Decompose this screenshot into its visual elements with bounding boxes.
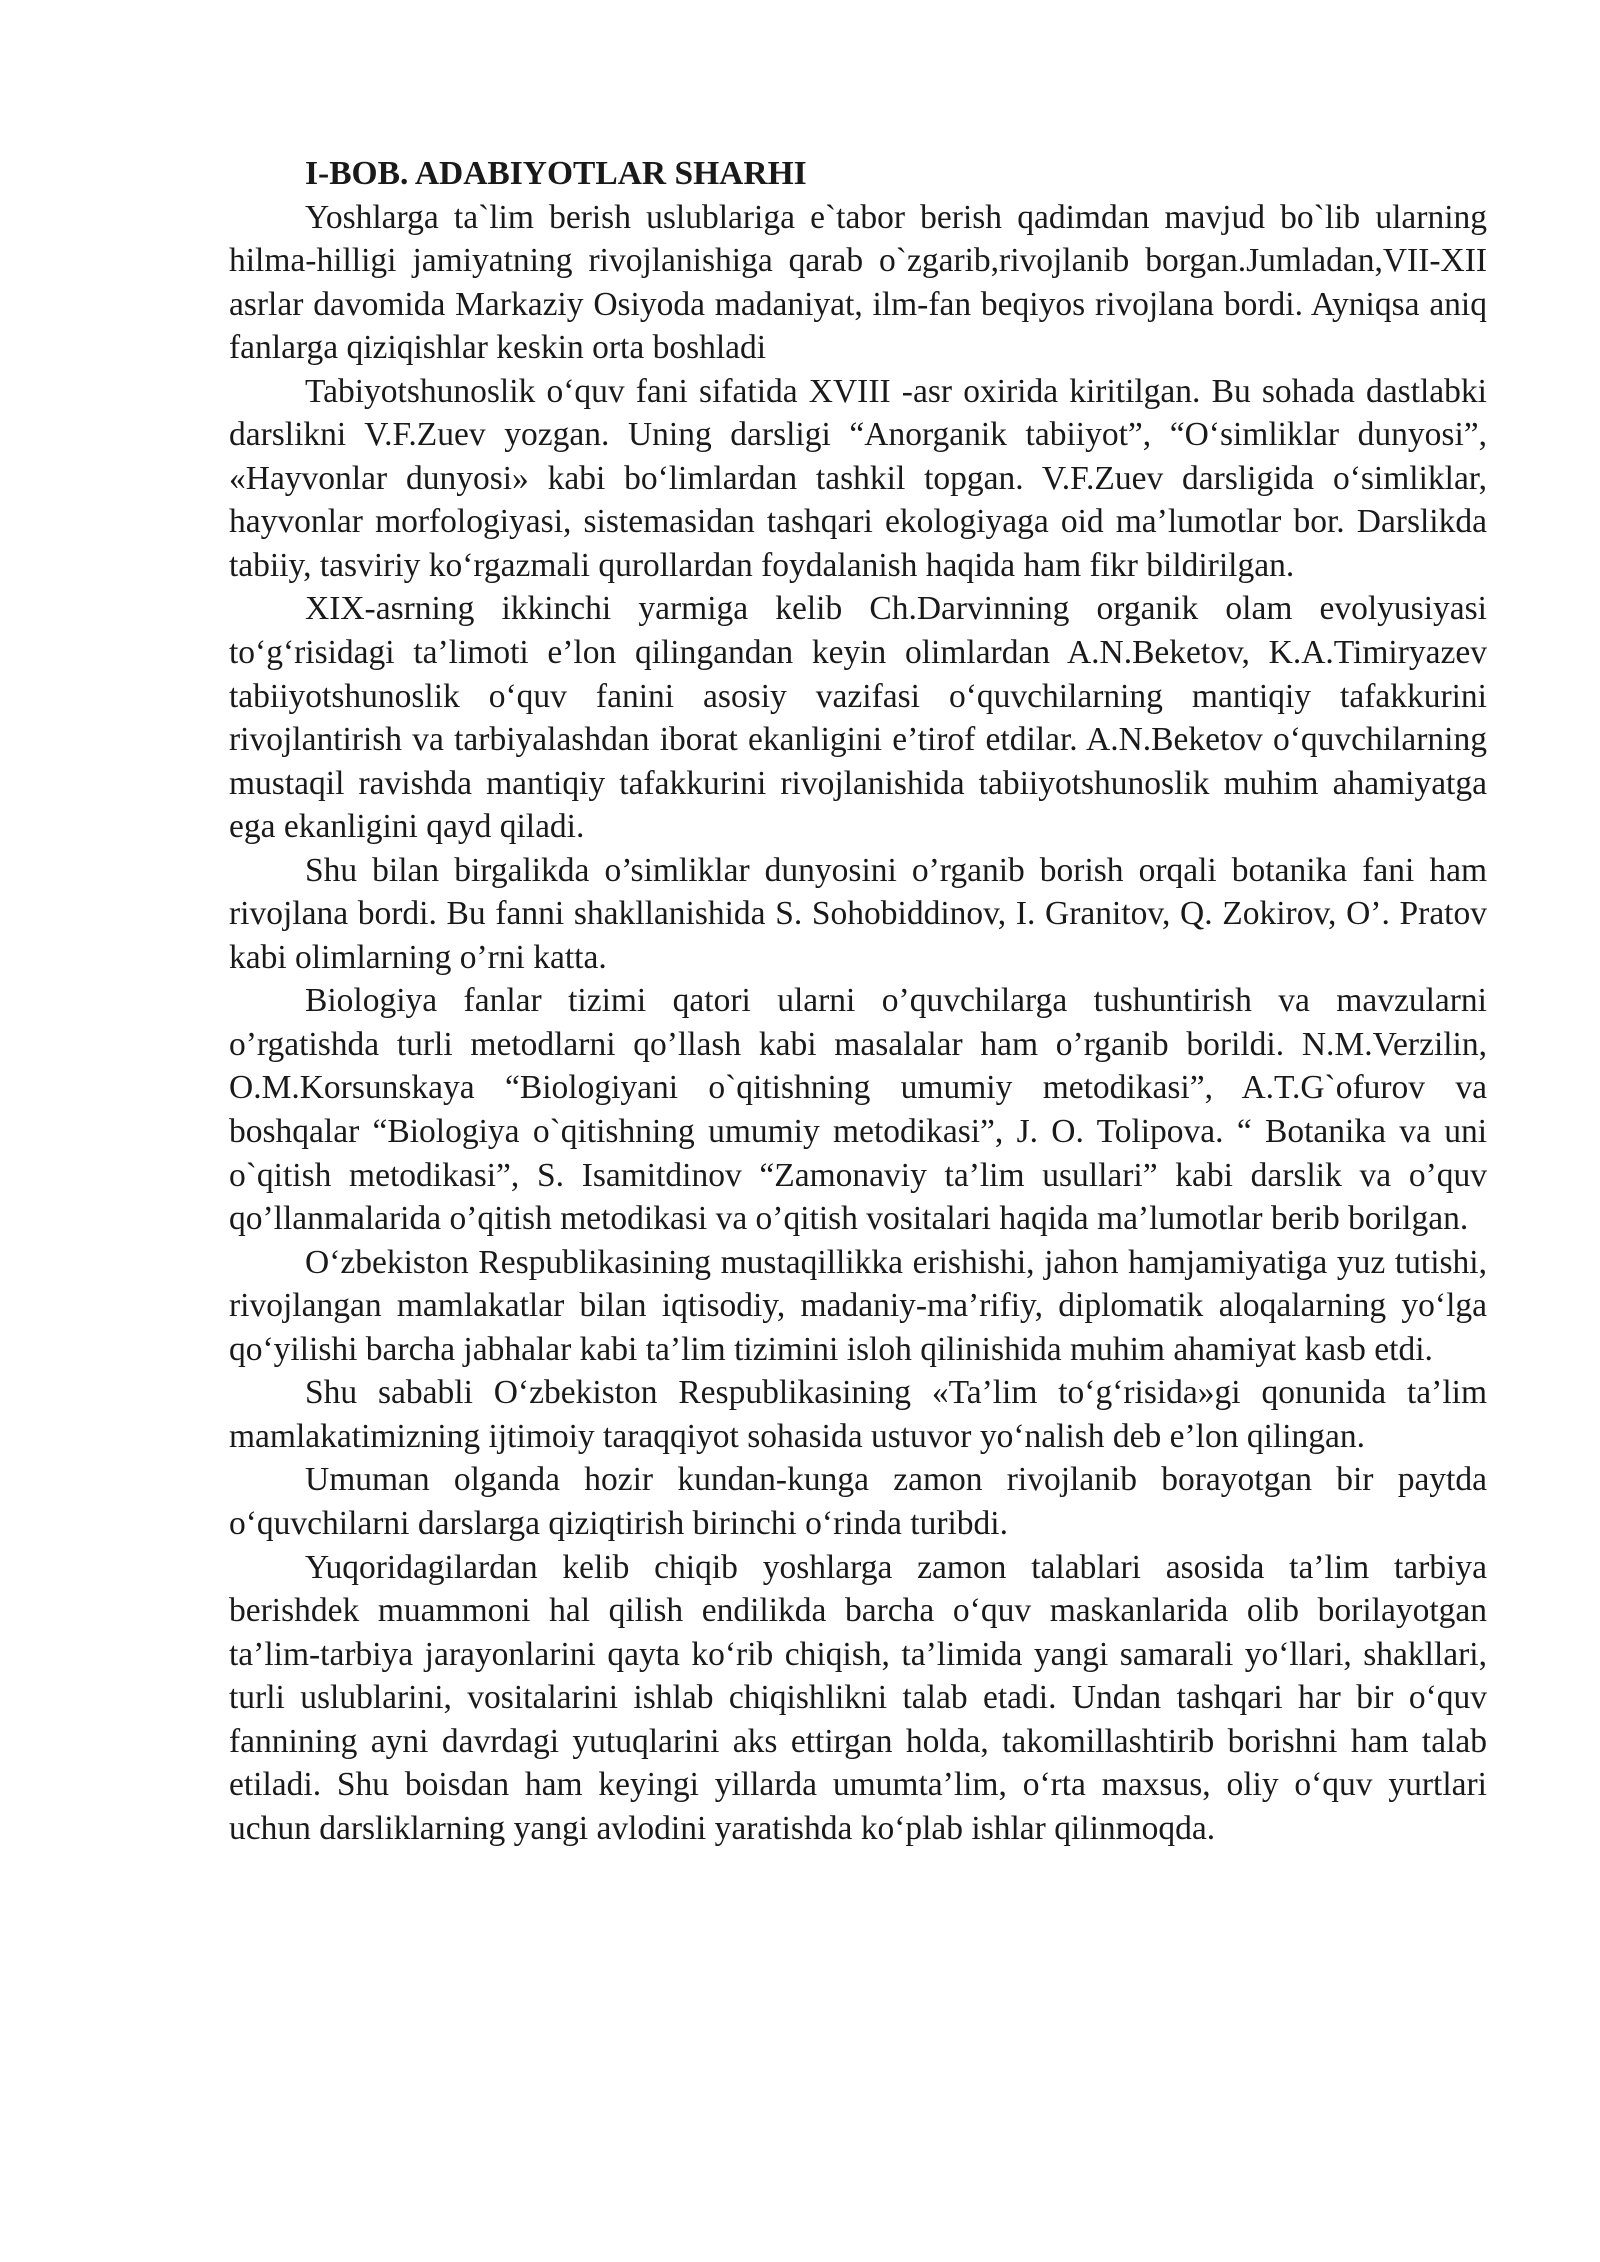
paragraph-1: Yoshlarga ta`lim berish uslublariga e`tabor berish qadimdan mavjud bo`lib ularning hilma-hilligi jamiyatning rivojlanishiga qarab o`zgarib,rivojlanib borgan.Jumladan,VII-XII asrlar davomida Markaziy Osiyoda madaniyat, ilm-fan beqiyos rivojlana bordi. Ayniqsa aniq fanlarga qiziqishlar keskin orta boshladi bbox=[229, 198, 1487, 367]
paragraph-6: O‘zbekiston Respublikasining mustaqillikka erishishi, jahon hamjamiyatiga yuz tutishi, rivojlangan mamlakatlar bilan iqtisodiy, madaniy-ma’rifiy, diplomatik aloqalarning yo‘lga qo‘yilishi barcha jabhalar kabi ta’lim tizimini isloh qilinishida muhim ahamiyat kasb etdi. bbox=[229, 1243, 1487, 1368]
paragraph-9: Yuqoridagilardan kelib chiqib yoshlarga zamon talablari asosida ta’lim tarbiya berishdek muammoni hal qilish endilikda barcha o‘quv maskanlarida olib borilayotgan ta’lim-tarbiya jarayonlarini qayta ko‘rib chiqish, ta’limida yangi samarali yo‘llari, shakllari, turli uslublarini, vositalarini ishlab chiqishlikni talab etadi. Undan tashqari har bir o‘quv fannining ayni davrdagi yutuqlarini aks ettirgan holda, takomillashtirib borishni ham talab etiladi. Shu boisdan ham keyingi yillarda umumta’lim, o‘rta maxsus, oliy o‘quv yurtlari uchun darsliklarning yangi avlodini yaratishda ko‘plab ishlar qilinmoqda. bbox=[229, 1548, 1487, 1847]
paragraph-8: Umuman olganda hozir kundan-kunga zamon rivojlanib borayotgan bir paytda o‘quvchilarni darslarga qiziqtirish birinchi o‘rinda turibdi. bbox=[229, 1461, 1487, 1542]
paragraph-5: Biologiya fanlar tizimi qatori ularni o’quvchilarga tushuntirish va mavzularni o’rgatishda turli metodlarni qo’llash kabi masalalar ham o’rganib borildi. N.M.Verzilin, O.M.Korsunskaya “Biologiyani o`qitishning umumiy metodikasi”, A.T.G`ofurov va boshqalar “Biologiya o`qitishning umumiy metodikasi”, J. O. Tolipova. “ Botanika va uni o`qitish metodikasi”, S. Isamitdinov “Zamonaviy ta’lim usullari” kabi darslik va o’quv qo’llanmalarida o’qitish metodikasi va o’qitish vositalari haqida ma’lumotlar berib borilgan. bbox=[229, 982, 1487, 1238]
paragraph-2: Tabiyotshunoslik o‘quv fani sifatida XVIII -asr oxirida kiritilgan. Bu sohada dastlabki darslikni V.F.Zuev yozgan. Uning darsligi “Anorganik tabiiyot”, “O‘simliklar dunyosi”, «Hayvonlar dunyosi» kabi bo‘limlardan tashkil topgan. V.F.Zuev darsligida o‘simliklar, hayvonlar morfologiyasi, sistemasidan tashqari ekologiyaga oid ma’lumotlar bor. Darslikda tabiiy, tasviriy ko‘rgazmali qurollardan foydalanish haqida ham fikr bildirilgan. bbox=[229, 372, 1487, 584]
paragraph-3: XIX-asrning ikkinchi yarmiga kelib Ch.Darvinning organik olam evolyusiyasi to‘g‘risidagi ta’limoti e’lon qilingandan keyin olimlardan A.N.Beketov, K.A.Timiryazev tabiiyotshunoslik o‘quv fanini asosiy vazifasi o‘quvchilarning mantiqiy tafakkurini rivojlantirish va tarbiyalashdan iborat ekanligini e’tirof etdilar. A.N.Beketov o‘quvchilarning mustaqil ravishda mantiqiy tafakkurini rivojlanishida tabiiyotshunoslik muhim ahamiyatga ega ekanligini qayd qiladi. bbox=[229, 590, 1487, 846]
paragraph-7: Shu sababli O‘zbekiston Respublikasining «Ta’lim to‘g‘risida»gi qonunida ta’lim mamlakatimizning ijtimoiy taraqqiyot sohasida ustuvor yo‘nalish deb e’lon qilingan. bbox=[229, 1374, 1487, 1455]
paragraph-4: Shu bilan birgalikda o’simliklar dunyosini o’rganib borish orqali botanika fani ham rivojlana bordi. Bu fanni shakllanishida S. Sohobiddinov, I. Granitov, Q. Zokirov, O’. Pratov kabi olimlarning o’rni katta. bbox=[229, 851, 1487, 976]
chapter-heading: I-BOB. ADABIYOTLAR SHARHI bbox=[305, 155, 807, 192]
document-page bbox=[229, 152, 1487, 1850]
